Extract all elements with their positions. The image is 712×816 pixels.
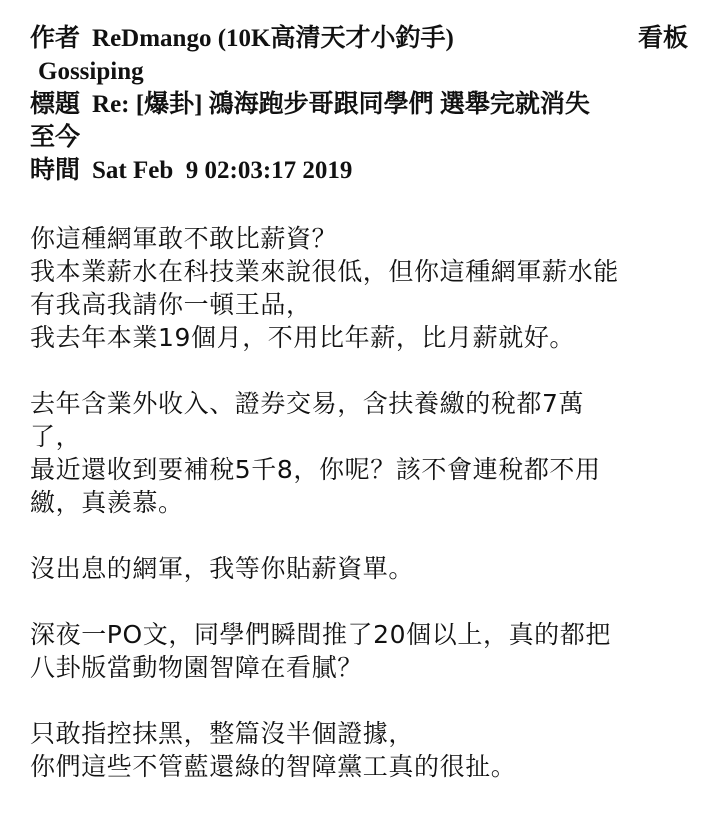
author-row	[30, 22, 690, 55]
paragraph	[30, 387, 690, 519]
body-line: 只敢指控抹黑，整篇沒半個證據，	[30, 719, 415, 748]
title-row	[30, 88, 690, 121]
paragraph	[30, 717, 690, 783]
body-line: 八卦版當動物園智障在看膩？	[30, 653, 363, 682]
paragraph	[30, 222, 690, 354]
board-value: Gossiping	[38, 58, 144, 85]
board-row	[30, 55, 690, 88]
body-line: 深夜一PO文，同學們瞬間推了20個以上，真的都把	[30, 620, 611, 649]
post-body	[30, 222, 690, 816]
body-line: 沒出息的網軍，我等你貼薪資單。	[30, 554, 415, 583]
author-label: 作者	[30, 25, 81, 52]
board-label: 看板	[637, 25, 688, 52]
body-line: 我去年本業19個月，不用比年薪，比月薪就好。	[30, 323, 576, 352]
author-value: ReDmango (10K高清天才小釣手)	[92, 25, 454, 52]
title-value: Re: [爆卦] 鴻海跑步哥跟同學們 選舉完就消失	[92, 91, 590, 118]
body-line: 繳，真羨慕。	[30, 488, 184, 517]
title-value-continued: 至今	[30, 124, 81, 151]
body-line: 有我高我請你一頓王品，	[30, 290, 312, 319]
body-line: 你這種網軍敢不敢比薪資？	[30, 224, 338, 253]
time-row	[30, 154, 690, 187]
body-line: 了，	[30, 422, 82, 451]
time-value: Sat Feb 9 02:03:17 2019	[92, 157, 353, 184]
body-line: 我本業薪水在科技業來說很低，但你這種網軍薪水能	[30, 257, 619, 286]
paragraph	[30, 618, 690, 684]
post-header	[30, 22, 690, 187]
paragraph	[30, 552, 690, 585]
body-line: 你們這些不管藍還綠的智障黨工真的很扯。	[30, 752, 517, 781]
body-line: 最近還收到要補稅5千8，你呢？該不會連稅都不用	[30, 455, 601, 484]
title-row-continued	[30, 121, 690, 154]
time-label: 時間	[30, 157, 81, 184]
body-line: 去年含業外收入、證券交易，含扶養繳的稅都7萬	[30, 389, 585, 418]
title-label: 標題	[30, 91, 81, 118]
